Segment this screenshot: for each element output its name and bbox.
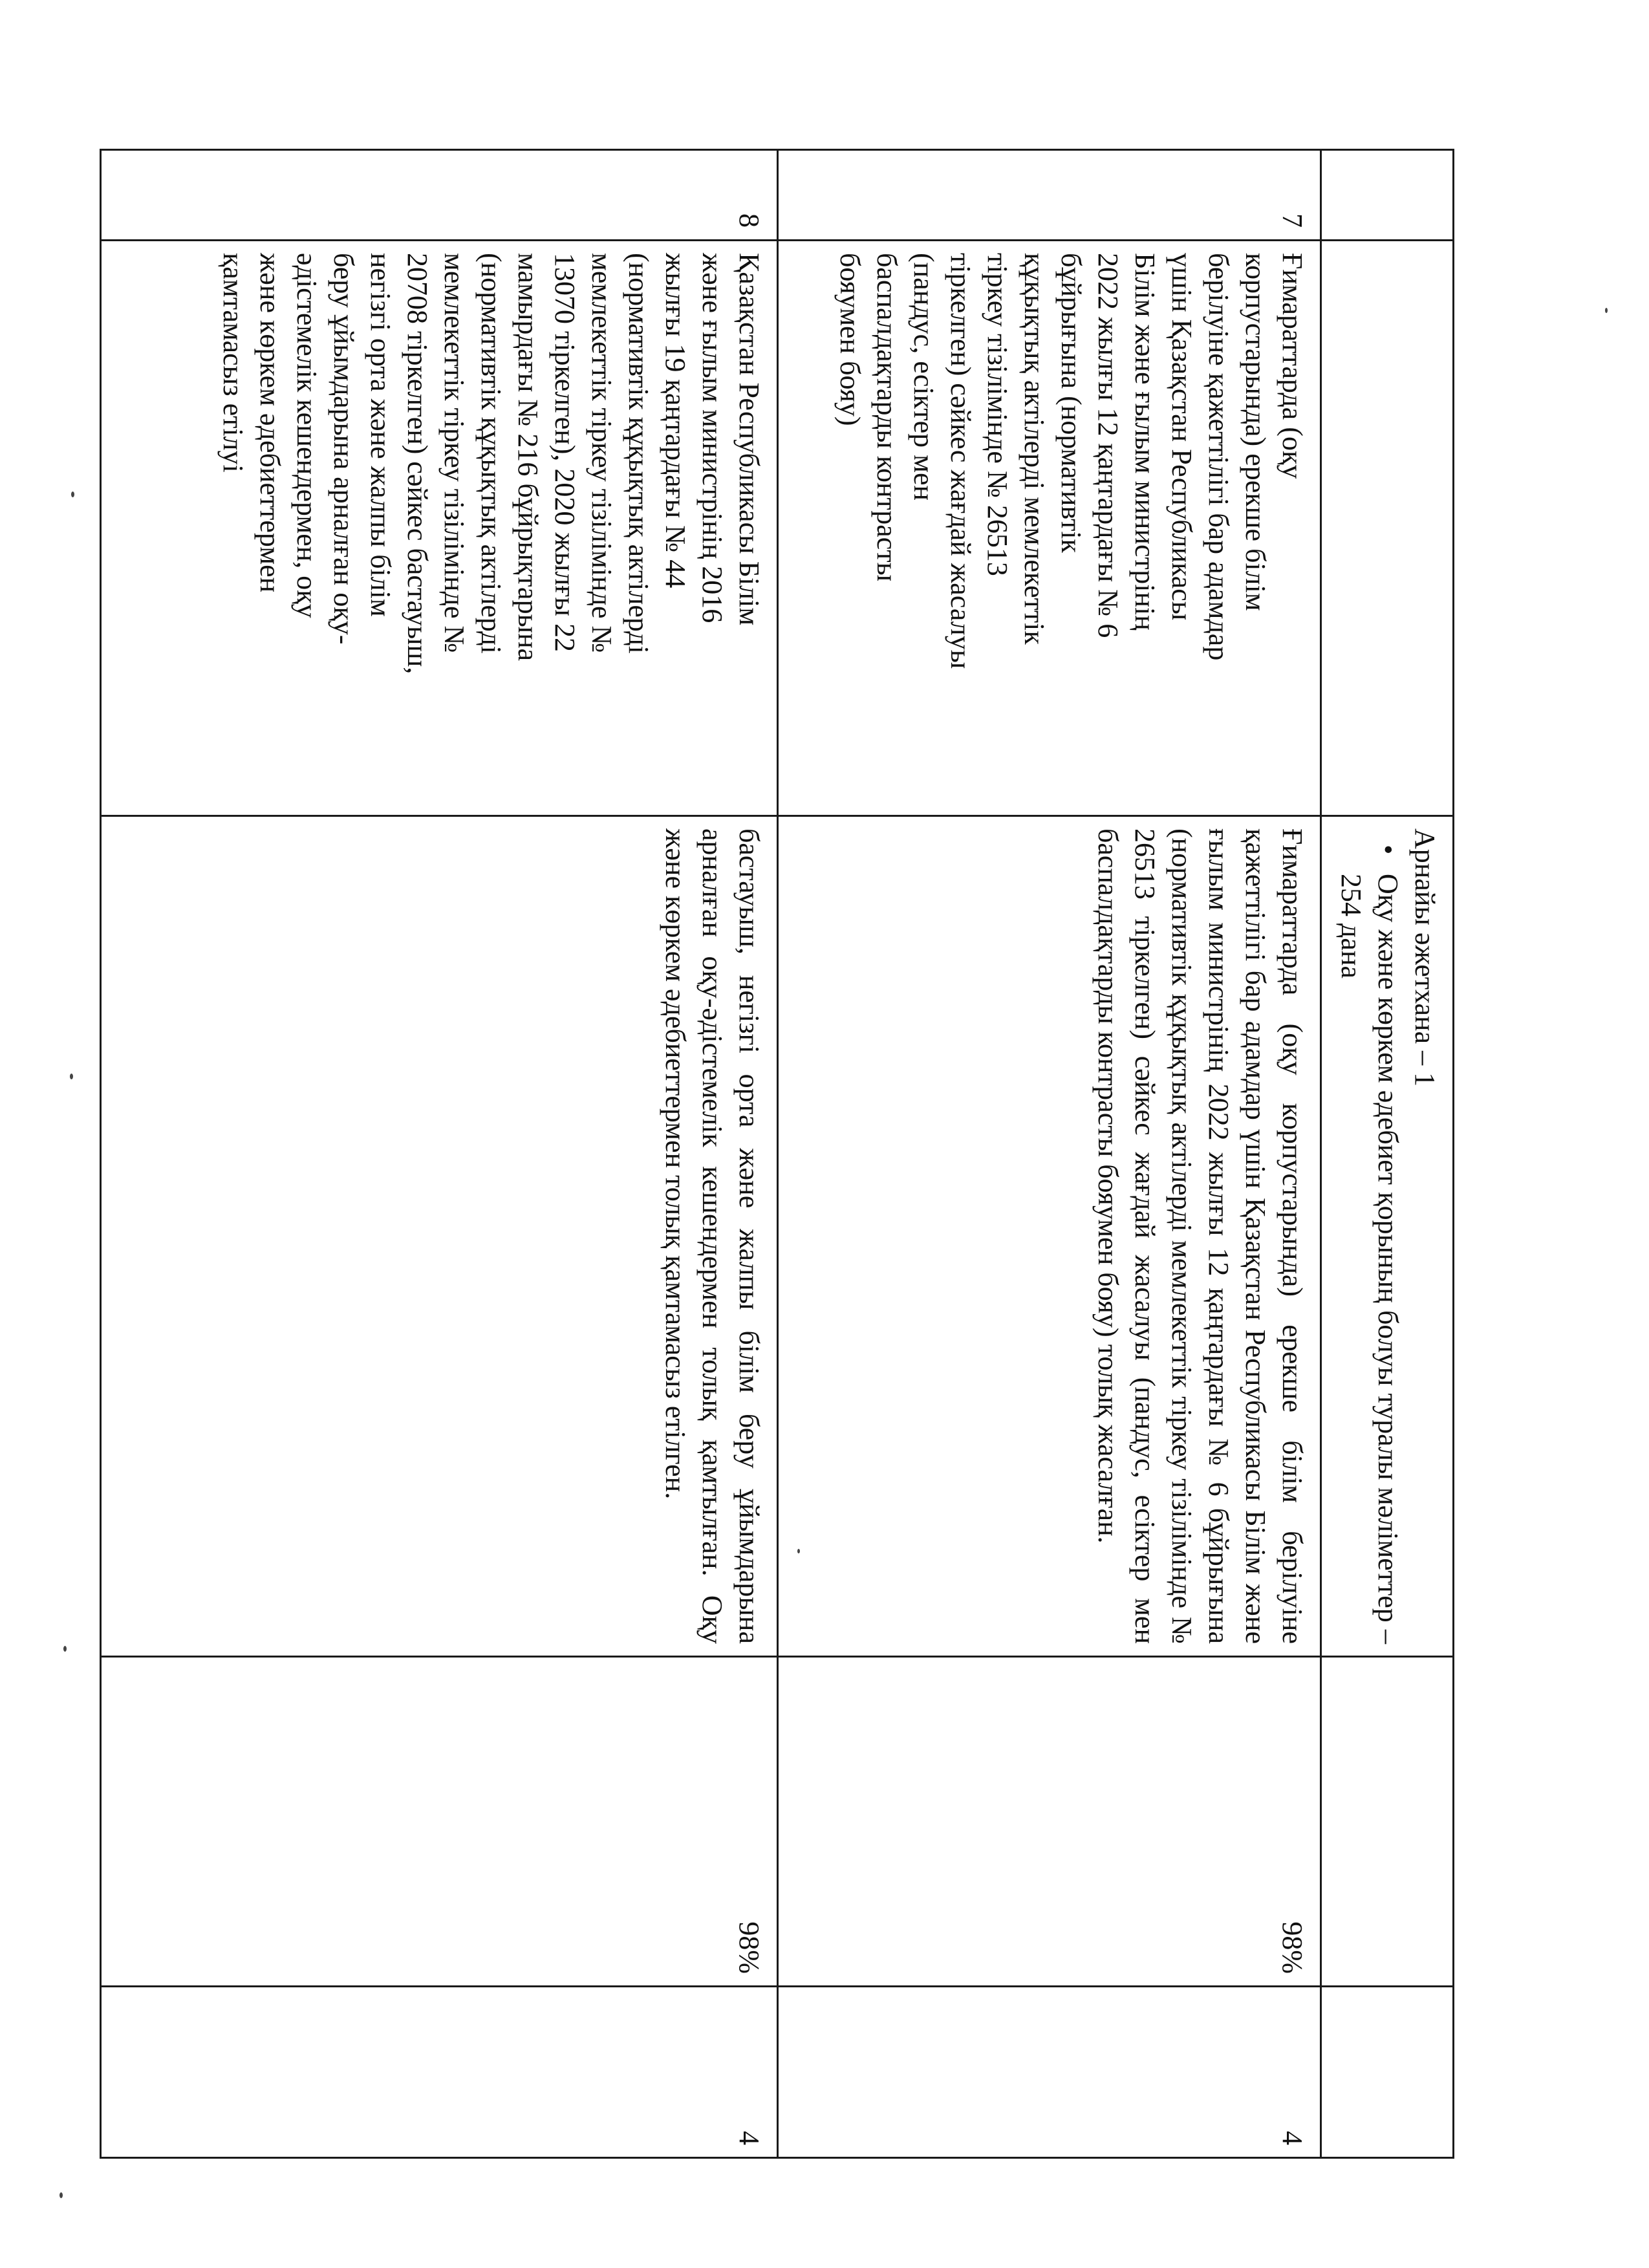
criterion-line: (пандус, есіктер мен <box>908 253 940 501</box>
criterion-line: корпустарында) ерекше білім <box>1240 253 1271 611</box>
criterion-line: Ғимараттарда (оқу <box>1277 253 1308 479</box>
criterion-line: бояумен бояу) <box>834 253 866 426</box>
criterion-line: (нормативтік құқықтық актілерді <box>623 253 654 654</box>
bullet-text: Оқу және көркем әдебиет қорының болуы туралы мәліметтер – 254 дана <box>1335 874 1404 1644</box>
criterion-line: Қазақстан Республикасы Білім <box>733 253 765 626</box>
table-row <box>778 150 1321 2158</box>
percent-cell: 98% <box>778 1657 1321 1987</box>
criterion-line: және көркем әдебиеттермен <box>254 253 286 593</box>
cell-criterion <box>1321 241 1454 816</box>
criterion-cell <box>778 241 1321 816</box>
criterion-line: 20708 тіркелген) сәйкес бастауыш, <box>402 253 433 675</box>
table-row <box>101 150 778 2158</box>
scan-speck <box>71 491 74 497</box>
criterion-line: мемлекеттік тіркеу тізілімінде № <box>586 253 618 653</box>
cell-score <box>1321 1987 1454 2158</box>
criterion-line: беру ұйымдарына арналған оқу- <box>328 253 360 645</box>
criterion-line: әдістемелік кешендермен, оқу <box>291 253 323 618</box>
cell-percent <box>1321 1657 1454 1987</box>
criterion-line: үшін Қазақстан Республикасы <box>1166 253 1198 621</box>
desc-line: Арнайы әжетхана – 1 <box>1409 828 1441 1087</box>
bullet-item <box>1333 828 1406 1644</box>
row-number: 8 <box>101 150 778 241</box>
criterion-line: негізгі орта және жалпы білім <box>365 253 396 617</box>
criterion-line: Білім және ғылым министрінің <box>1129 253 1161 631</box>
criterion-line: 2022 жылғы 12 қаңтардағы № 6 <box>1092 253 1124 638</box>
criterion-line: мемлекеттік тіркеу тізілімінде № <box>438 253 470 653</box>
criterion-line: тіркеу тізілімінде № 26513 <box>982 253 1013 576</box>
rotated-page <box>100 149 1454 2157</box>
row-number: 7 <box>778 150 1321 241</box>
bullet-icon: • <box>1372 845 1404 855</box>
assessment-table <box>100 149 1454 2159</box>
cell-number <box>1321 150 1454 241</box>
scan-speck <box>70 1074 73 1079</box>
description-cell: Ғимараттарда (оқу корпустарында) ерекше білім берілуіне қажеттілігі бар адамдар үшін Қазақстан Республикасы Білім және ғылым министрінің 2022 жылғы 12 қаңтардағы № 6 бұйрығына (нормативтік құқықтық актілерді мемлекеттік тіркеу тізілімінде № 26513 тіркелген) сәйкес жағдай жасалуы (пандус, есіктер мен баспалдақтарды контрасты бояумен бояу) толық жасалған. <box>778 816 1321 1657</box>
criterion-line: және ғылым министрінің 2016 <box>696 253 728 623</box>
cell-description <box>1321 816 1454 1657</box>
scan-speck <box>1605 308 1608 313</box>
scan-speck <box>797 1549 800 1553</box>
score-cell: 4 <box>101 1987 778 2158</box>
criterion-line: мамырдағы № 216 бұйрықтарына <box>512 253 544 662</box>
scan-speck <box>63 1646 67 1652</box>
criterion-line: (нормативтік құқықтық актілерді <box>475 253 507 654</box>
criterion-line: тіркелген) сәйкес жағдай жасалуы <box>945 253 976 669</box>
criterion-line: бұйрығына (нормативтік <box>1055 253 1087 553</box>
criterion-line: құқықтық актілерді мемлекеттік <box>1018 253 1050 645</box>
criterion-line: баспалдақтарды контрасты <box>871 253 903 582</box>
criterion-cell <box>101 241 778 816</box>
criterion-line: қамтамасыз етілуі <box>217 253 249 473</box>
table-row-continued <box>1321 150 1454 2158</box>
score-cell: 4 <box>778 1987 1321 2158</box>
criterion-line: 13070 тіркелген), 2020 жылғы 22 <box>549 253 581 652</box>
description-cell: бастауыш, негізгі орта және жалпы білім беру ұйымдарына арналған оқу-әдістемелік кешендермен толық қамтылған. Оқу және көркем әдебиеттермен толық қамтамасыз етілген. <box>101 816 778 1657</box>
scan-speck <box>59 2192 63 2198</box>
criterion-line: жылғы 19 қаңтардағы № 44 <box>660 253 691 589</box>
criterion-line: берілуіне қажеттілігі бар адамдар <box>1203 253 1234 661</box>
percent-cell: 98% <box>101 1657 778 1987</box>
